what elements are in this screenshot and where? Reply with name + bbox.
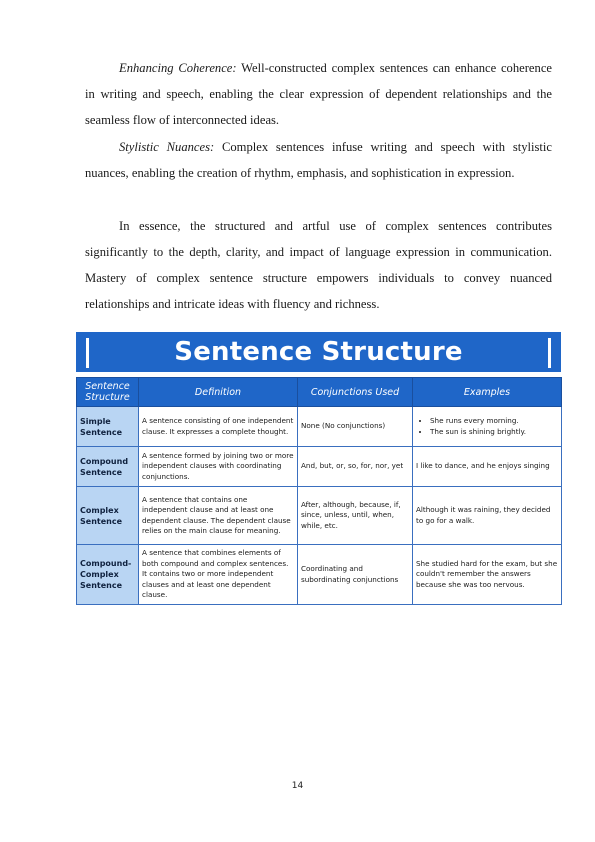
example-item: • She runs every morning. [430, 416, 558, 427]
header-structure: Sentence Structure [77, 378, 139, 407]
examples-cell: I like to dance, and he enjoys singing [413, 447, 562, 487]
structure-cell: Simple Sentence [77, 407, 139, 447]
header-examples: Examples [413, 378, 562, 407]
table-header-row [77, 378, 562, 407]
examples-cell [413, 407, 562, 447]
paragraph-lead: Stylistic Nuances: [119, 140, 215, 154]
table-row [77, 545, 562, 605]
example-item: • The sun is shining brightly. [430, 427, 558, 438]
paragraph-text: Well-constructed complex sentences can enhance coherence in writing and speech, enabling the clear expression of dependent relationships and the seamless flow of interconnected ideas. [85, 61, 553, 127]
figure-title-banner [76, 332, 561, 372]
table-row [77, 407, 562, 447]
conjunctions-cell: After, although, because, if, since, unless, until, when, while, etc. [298, 487, 413, 545]
paragraph-text: In essence, the structured and artful use of complex sentences contributes significantly to the depth, clarity, and impact of language expression in communication. Mastery of complex sentence structure empowers individuals to convey nuanced relationships and intricate ideas with fluency and richness. [85, 219, 552, 311]
conjunctions-cell: None (No conjunctions) [298, 407, 413, 447]
structure-cell: Compound-Complex Sentence [77, 545, 139, 605]
structure-cell: Complex Sentence [77, 487, 139, 545]
figure-title: Sentence Structure [174, 337, 463, 367]
paragraph-enhancing-coherence [85, 55, 552, 133]
table-row [77, 447, 562, 487]
structure-cell: Compound Sentence [77, 447, 139, 487]
paragraph-lead: Enhancing Coherence: [119, 61, 237, 75]
paragraph-in-essence [85, 213, 552, 317]
examples-cell: Although it was raining, they decided to go for a walk. [413, 487, 562, 545]
definition-cell: A sentence consisting of one independent clause. It expresses a complete thought. [139, 407, 298, 447]
sentence-structure-table [76, 377, 562, 605]
conjunctions-cell: And, but, or, so, for, nor, yet [298, 447, 413, 487]
table-row [77, 487, 562, 545]
examples-cell: She studied hard for the exam, but she couldn't remember the answers because she was too nervous. [413, 545, 562, 605]
paragraph-text: Complex sentences infuse writing and speech with stylistic nuances, enabling the creation of rhythm, emphasis, and sophistication in expression. [85, 140, 552, 180]
definition-cell: A sentence that contains one independent clause and at least one dependent clause. The dependent clause relies on the main clause for meaning. [139, 487, 298, 545]
page-number: 14 [291, 781, 304, 791]
examples-list [416, 416, 558, 437]
paragraph-stylistic-nuances [85, 134, 552, 186]
header-conjunctions: Conjunctions Used [298, 378, 413, 407]
header-definition: Definition [139, 378, 298, 407]
definition-cell: A sentence that combines elements of both compound and complex sentences. It contains two or more independent clauses and at least one dependent clause. [139, 545, 298, 605]
definition-cell: A sentence formed by joining two or more independent clauses with coordinating conjunctions. [139, 447, 298, 487]
conjunctions-cell: Coordinating and subordinating conjunctions [298, 545, 413, 605]
